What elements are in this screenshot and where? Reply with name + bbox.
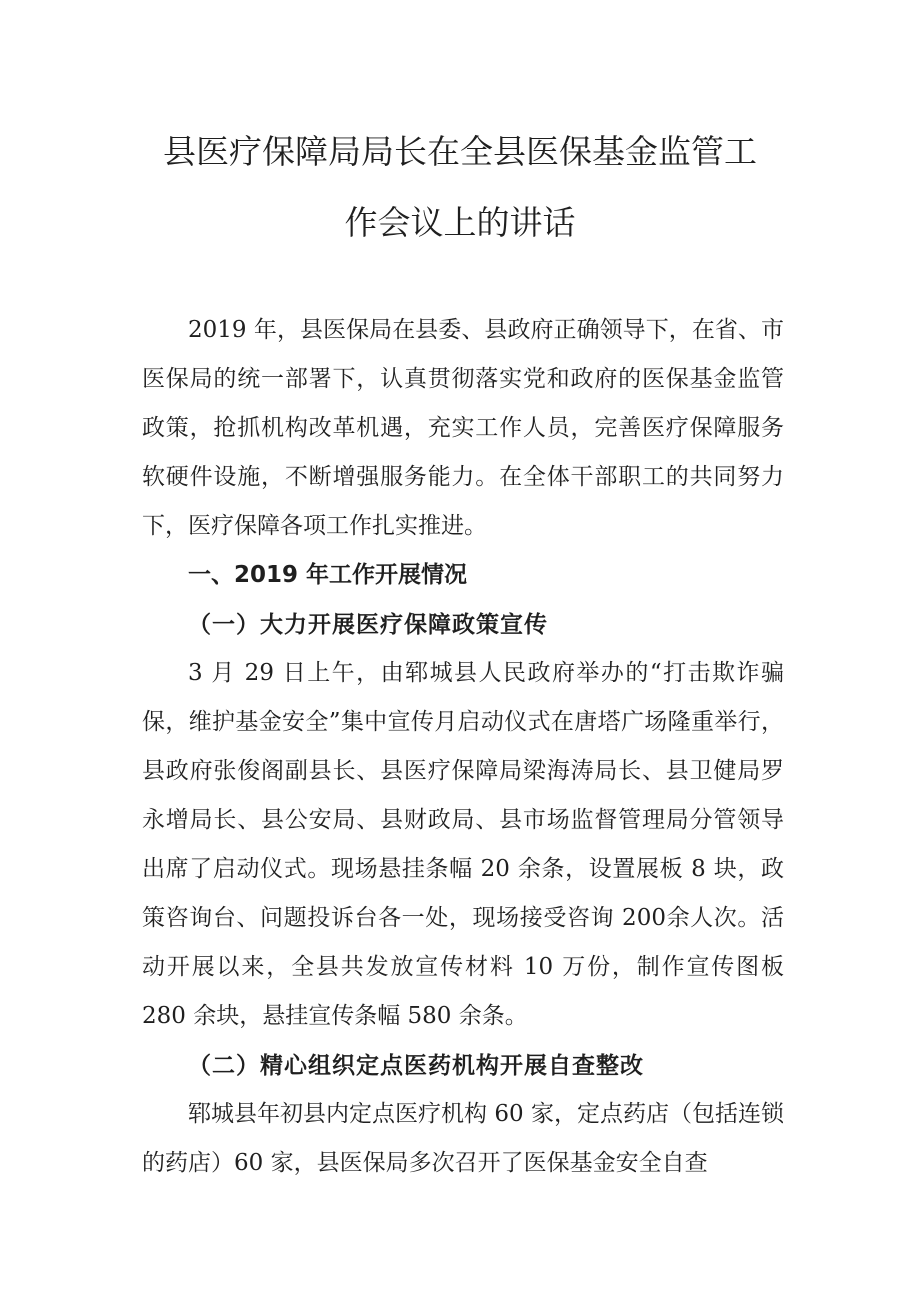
paragraph-self-inspection: 郓城县年初县内定点医疗机构 60 家，定点药店（包括连锁的药店）60 家，县医保局多次召开了医保基金安全自查 [142,1101,784,1176]
subsection-heading-1: （一）大力开展医疗保障政策宣传 [188,611,548,638]
paragraph-publicity: 3 月 29 日上午，由郓城县人民政府举办的“打击欺诈骗保，维护基金安全”集中宣传月启动仪式在唐塔广场隆重举行，县政府张俊阁副县长、县医疗保障局梁海涛局长、县卫健局罗永增局长、县公安局、县财政局、县市场监督管理局分管领导出席了启动仪式。现场悬挂条幅 20 余条，设置展板 8 块，政策咨询台、问题投诉台各一处，现场接受咨询 200余人次。活动开展以来，全县共发放宣传材料 10 万份，制作宣传图板 280 余块，悬挂宣传条幅 580 余条。 [142,660,784,1029]
section-heading-1: 一、2019 年工作开展情况 [188,562,468,588]
document-body [142,306,784,1188]
subsection-heading-2: （二）精心组织定点医药机构开展自查整改 [188,1052,644,1079]
paragraph-intro: 2019 年，县医保局在县委、县政府正确领导下，在省、市医保局的统一部署下，认真贯彻落实党和政府的医保基金监管政策，抢抓机构改革机遇，充实工作人员，完善医疗保障服务软硬件设施，不断增强服务能力。在全体干部职工的共同努力下，医疗保障各项工作扎实推进。 [142,317,784,539]
document-title-line-2: 作会议上的讲话 [344,203,576,242]
document-title-line-1: 县医疗保障局局长在全县医保基金监管工 [163,132,757,171]
